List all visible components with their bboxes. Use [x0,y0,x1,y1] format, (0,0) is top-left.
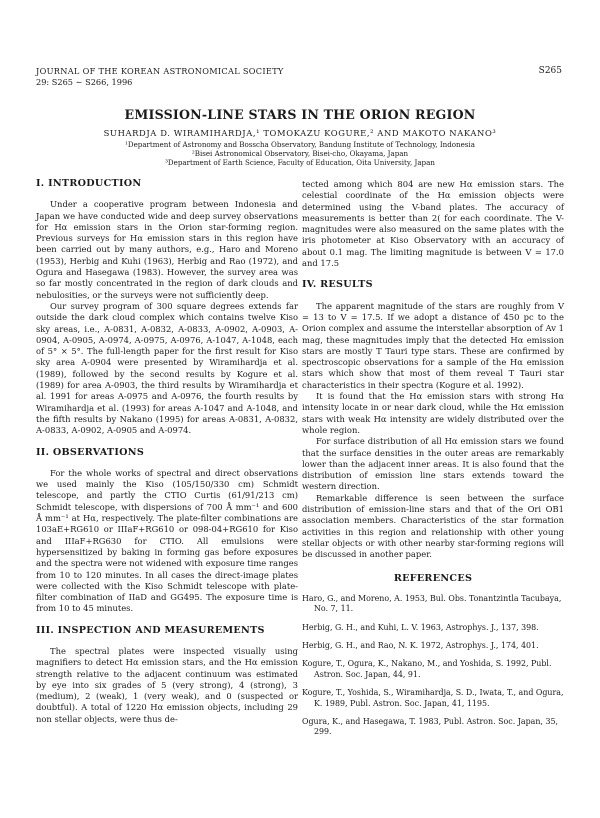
reference-item: Kogure, T., Yoshida, S., Wiramihardja, S. D., Iwata, T., and Ogura, K. 1989, Publ. Astron. Soc. Japan, 41, 1195. [302,688,564,708]
journal-volume: 29: S265 ∼ S266, 1996 [36,77,133,87]
inspection-paragraph-1: The spectral plates were inspected visually using magnifiers to detect Hα emission stars, and the Hα emission strength relative to the adjacent continuum was estimated by eye into six grades of 5 (very strong), 4 (strong), 3 (medium), 2 (weak), 1 (very weak), and 0 (suspected or doubtful). A total of 1220 Hα emission objects, including 29 non stellar objects, were thus de- [36,645,298,724]
page-number: S265 [538,66,562,76]
author-list: SUHARDJA D. WIRAMIHARDJA,¹ TOMOKAZU KOGURE,² AND MAKOTO NAKANO³ [103,128,497,138]
results-paragraph-1: The apparent magnitude of the stars are roughly from V = 13 to V = 17.5. If we adopt a distance of 450 pc to the Orion complex and assume the interstellar absorption of Av 1 mag, these magnitudes imply that the detected Hα emission stars are mostly T Tauri type stars. These are confirmed by spectroscopic observations for a sample of the Hα emission stars which show that most of them reveal T Tauri star characteristics in their spectra (Kogure et al. 1992). [302,300,564,390]
observations-paragraph-1: For the whole works of spectral and direct observations we used mainly the Kiso (105/150/330 cm) Schmidt telescope, and partly the CTIO Curtis (61/91/213 cm) Schmidt telescope, with dispersions of 700 Å mm⁻¹ and 600 Å mm⁻¹ at Hα, respectively. The plate-filter combinations are 103aE+RG610 or IIIaF+RG610 or 098-04+RG610 for Kiso and IIIaF+RG630 for CTIO. All emulsions were hypersensitized by baking in forming gas before exposures and the spectra were not widened with exposure time ranges from 10 to 120 minutes. In all cases the direct-image plates were collected with the Kiso Schmidt telescope with plate-filter combination of IIaD and GG495. The exposure time is from 10 to 45 minutes. [36,467,298,614]
results-paragraph-4: Remarkable difference is seen between the surface distribution of emission-line stars and that of the Ori OB1 association members. Characteristics of the star formation activities in this region and relationship with other young stellar objects or with other nearby star-forming regions will be discussed in another paper. [302,492,564,560]
right-column [302,179,564,746]
affiliation-2: ²Bisei Astronomical Observatory, Bisei-cho, Okayama, Japan [191,149,409,158]
intro-paragraph-1: Under a cooperative program between Indonesia and Japan we have conducted wide and deep survey observations for Hα emission stars in the Orion star-forming region. Previous surveys for Hα emission stars in this region have been carried out by many authors, e.g., Haro and Moreno (1953), Herbig and Kuhi (1963), Herbig and Rao (1972), and Ogura and Hasegawa (1983). However, the survey area was so far mostly concentrated in the region of dark clouds and nebulosities, or the surveys were not sufficiently deep. [36,199,298,300]
results-heading: IV. RESULTS [302,279,373,291]
intro-heading: I. INTRODUCTION [36,178,142,189]
reference-item: Haro, G., and Moreno, A. 1953, Bul. Obs. Tonantzintla Tacubaya, No. 7, 11. [302,593,562,614]
references-heading: REFERENCES [393,572,473,584]
observations-heading: II. OBSERVATIONS [36,446,145,458]
reference-item: Herbig, G. H., and Rao, N. K. 1972, Astrophys. J., 174, 401. [302,641,539,651]
journal-header [36,66,284,88]
reference-item: Herbig, G. H., and Kuhi, L. V. 1963, Astrophys. J., 137, 398. [302,622,539,632]
reference-item: Kogure, T., Ogura, K., Nakano, M., and Yoshida, S. 1992, Publ. Astron. Soc. Japan, 44, 91. [302,659,552,679]
intro-paragraph-2: Our survey program of 300 square degrees extends far outside the dark cloud complex which contains twelve Kiso sky areas, i.e., A-0831, A-0832, A-0833, A-0902, A-0903, A-0904, A-0905, A-0974, A-0975, A-0976, A-1047, A-1048, each of 5° × 5°. The full-length paper for the first result for Kiso sky area A-0904 were presented by Wiramihardja et al. (1989), followed by the second results by Kogure et al. (1989) for area A-0903, the third results by Wiramihardja et al. 1991 for areas A-0975 and A-0976, the fourth results by Wiramihardja et al. (1993) for areas A-1047 and A-1048, and the fifth results by Nakano (1995) for areas A-0831, A-0832, A-0833, A-0902, A-0905 and A-0974. [36,300,298,436]
affiliation-3: ³Department of Earth Science, Faculty of Education, Oita University, Japan [165,158,435,167]
affiliation-1: ¹Department of Astronomy and Bosscha Observatory, Bandung Institute of Technology, Indonesia [125,140,475,149]
paper-title: EMISSION-LINE STARS IN THE ORION REGION [124,107,476,122]
left-column [36,178,298,725]
inspection-heading: III. INSPECTION AND MEASUREMENTS [36,624,265,636]
results-paragraph-2: It is found that the Hα emission stars with strong Hα intensity locate in or near dark cloud, while the Hα emission stars with weak Hα intensity are widely distributed over the whole region. [302,391,564,435]
results-paragraph-3: For surface distribution of all Hα emission stars we found that the surface densities in the outer areas are remarkably lower than the adjacent inner areas. It is also found that the distribution of emission line stars extends toward the western direction. [302,436,564,492]
journal-name: JOURNAL OF THE KOREAN ASTRONOMICAL SOCIETY [36,66,284,76]
inspection-paragraph-1-continued: tected among which 804 are new Hα emission stars. The celestial coordinate of the Hα emission objects were determined using the V-band plates. The accuracy of measurements is better than 2( for each coordinate. The V-magnitudes were also measured on the same plates with the iris photometer at Kiso Observatory with an accuracy of about 0.1 mag. The limiting magnitude is between V = 17.0 and 17.5 [302,179,564,269]
reference-item: Ogura, K., and Hasegawa, T. 1983, Publ. Astron. Soc. Japan, 35, 299. [302,717,558,737]
